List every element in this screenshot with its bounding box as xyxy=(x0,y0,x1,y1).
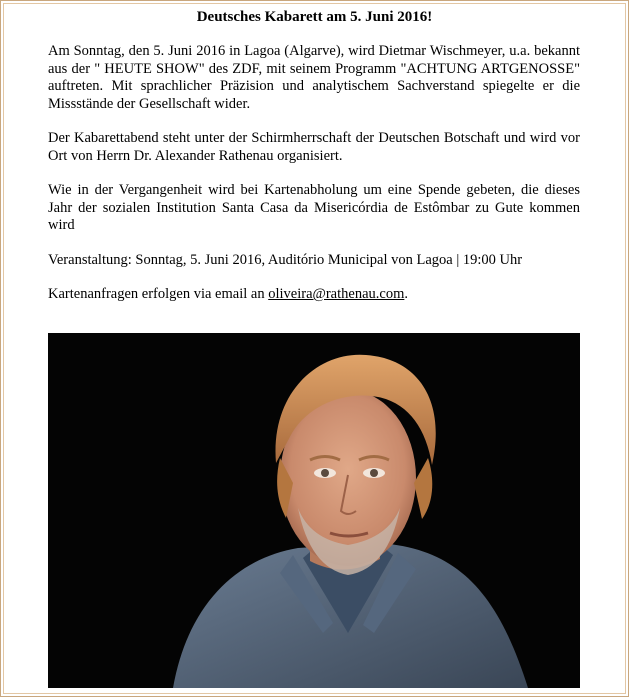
paragraph-intro: Am Sonntag, den 5. Juni 2016 in Lagoa (Algarve), wird Dietmar Wischmeyer, u.a. bekannt aus der " HEUTE SHOW" des ZDF, mit seinem Programm "ACHTUNG ARTGENOSSE" auftreten. Mit sprachlicher Präzision und analytischem Sachverstand spiegelte er die Missstände der Gesellschaft wider. xyxy=(48,43,580,112)
paragraph-patronage: Der Kabarettabend steht unter der Schirmherrschaft der Deutschen Botschaft und wird vor Ort von Herrn Dr. Alexander Rathenau organisiert. xyxy=(48,130,580,164)
paragraph-ticket-requests xyxy=(48,286,580,304)
article-body xyxy=(48,43,580,321)
paragraph-event-details: Veranstaltung: Sonntag, 5. Juni 2016, Auditório Municipal von Lagoa | 19:00 Uhr xyxy=(48,251,523,268)
paragraph-donation: Wie in der Vergangenheit wird bei Kartenabholung um eine Spende gebeten, die dieses Jahr der sozialen Institution Santa Casa da Misericórdia de Estômbar zu Gute kommen wird xyxy=(48,182,580,233)
performer-portrait-illustration xyxy=(48,333,580,688)
ticket-request-text: Kartenanfragen erfolgen via email an xyxy=(48,286,269,302)
page-title: Deutsches Kabarett am 5. Juni 2016! xyxy=(196,9,433,25)
email-link[interactable]: oliveira@rathenau.com xyxy=(268,286,405,302)
ticket-request-suffix: . xyxy=(404,286,408,302)
performer-photo xyxy=(48,333,580,688)
